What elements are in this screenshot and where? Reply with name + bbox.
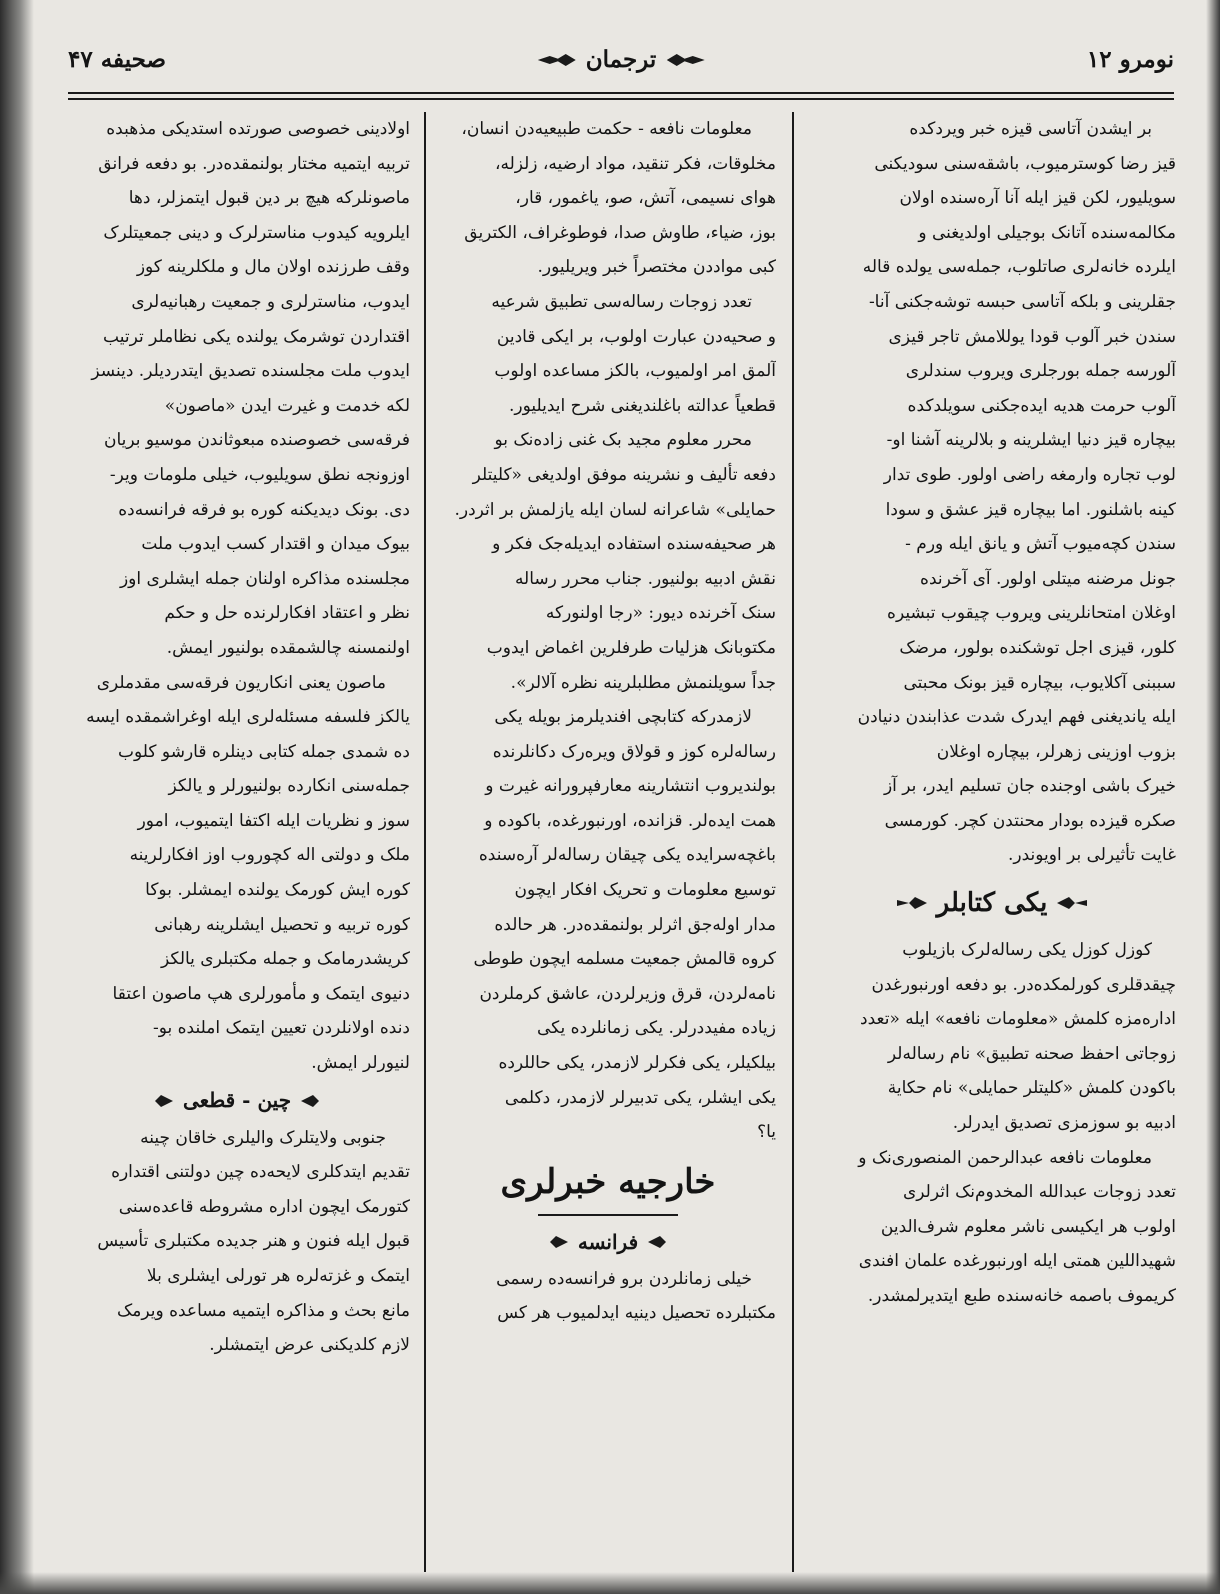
text-line: کریموف باصمه خانه‌سنده طبع ایتدیرلمشدر. — [867, 1286, 1176, 1306]
text-line: جنوبی ولایتلرک والیلری خاقان چینه — [140, 1127, 386, 1148]
text-line: اولوب هر ایکیسی ناشر معلوم شرف‌الدین — [880, 1216, 1176, 1237]
column-middle — [440, 112, 776, 1572]
text-line: اولنمسنه چالشمقده بولنیور ایمش. — [166, 637, 410, 658]
ornament-icon — [143, 1094, 173, 1108]
text-line: یا؟ — [757, 1122, 776, 1143]
text-line: سندن کچه‌میوب آتش و یانق ایله ورم - — [905, 534, 1176, 555]
text-line: لوب تجاره وارمغه راضی اولور. طوی تدار — [883, 464, 1176, 485]
text-line: سندن خبر آلوب قودا یوللامش تاجر قیزی — [888, 326, 1176, 347]
text-line: تعدد زوجات عبدالله المخدوم‌نک اثرلری — [902, 1182, 1176, 1203]
text-line: خیرک باشی اوجنده جان تسلیم ایدر، بر آز — [883, 776, 1176, 797]
text-line: و صحیه‌دن عبارت اولوب، بر ایکی قادین — [496, 326, 776, 347]
section-heading-text: یکی کتابلر — [936, 887, 1048, 918]
text-line: توسیع معلومات و تحریک افکار ایچون — [514, 880, 776, 901]
article-text — [64, 1121, 410, 1363]
text-line: مخلوقات، فکر تنقید، مواد ارضیه، زلزله، — [494, 153, 776, 174]
text-line: معلومات نافعه - حکمت طبیعیه‌دن انسان، — [461, 119, 752, 139]
text-line: تربیه ایتمیه مختار بولنمقده‌در. بو دفعه فرانق — [98, 153, 410, 174]
text-line: ایدوب ملت مجلسنده تصدیق ایتدردیلر. دینسز — [91, 361, 410, 382]
column-right — [808, 112, 1176, 1572]
text-line: جقلرینی و بلکه آتاسی حبسه توشه‌جکنی آنا- — [868, 291, 1176, 312]
text-line: دنیوی ایتمک و مأمورلری هپ ماصون اعتقا — [112, 983, 410, 1004]
text-line: لازمدرکه کتابچی افندیلرمز بویله یکی — [494, 707, 752, 728]
ornament-icon — [897, 896, 927, 910]
article-text — [64, 112, 410, 1081]
text-line: کریشدرمامک و جمله مکتبلری یالکز — [161, 949, 410, 970]
text-line: آلمق امر اولمیوب، بالکز مساعده اولوب — [494, 361, 776, 382]
text-line: اداره‌مزه کلمش «معلومات نافعه» ایله «تعدد — [860, 1009, 1176, 1030]
text-line: حمایلی» شاعرانه لسان ایله یازلمش بر اثردر. — [454, 499, 776, 520]
issue-number: نومرو ۱۲ — [1086, 46, 1174, 73]
text-line: تقدیم ایتدکلری لایحه‌ده چین دولتنی اقتداره — [111, 1162, 410, 1183]
section-heading-new-books — [808, 873, 1176, 933]
text-line: یکی ایشلر، یکی تدبیرلر لازمدر، دکلمی — [504, 1087, 776, 1108]
text-line: ایله یاندیغنی فهم ایدرک شدت عذابندن دنیادن — [857, 707, 1176, 728]
text-line: وقف طرزنده اولان مال و ملکلرینه کوز — [136, 257, 410, 278]
text-line: باکودن کلمش «کلیتلر حمایلی» نام حکایة — [887, 1078, 1176, 1099]
text-line: بیچاره قیز دنیا ایشلرینه و بلالرینه آشنا او- — [886, 430, 1176, 451]
text-line: همت ایده‌لر. قزانده، اورنبورغده، باکوده و — [484, 810, 776, 831]
subheading-france — [440, 1222, 776, 1262]
text-line: صکره قیزده بودار محنتدن کچر. کورمسی — [884, 810, 1176, 831]
text-line: بولندیروب انتشارینه معارفپرورانه غیرت و — [485, 776, 776, 797]
column-divider — [424, 112, 426, 1572]
text-line: اوغلان امتحانلرینی ویروب چیقوب تبشیره — [887, 603, 1176, 624]
text-line: جمله‌سنی انکارده بولنیورلر و یالکز — [168, 776, 410, 797]
text-line: ده شمدی جمله کتابی دینلره قارشو کلوب — [118, 741, 410, 762]
text-line: قطعیاً عدالته باغلندیغنی شرح ایدیلیور. — [509, 395, 776, 416]
page-header — [68, 44, 1174, 86]
text-line: ایدوب، مناسترلری و جمعیت رهبانیه‌لری — [131, 291, 410, 312]
page-edge-shadow-right — [1206, 0, 1220, 1594]
text-line: آلورسه جمله بورجلری ویروب سندلری — [905, 361, 1176, 382]
text-line: زیاده مفیددرلر. یکی زمانلرده یکی — [536, 1018, 776, 1039]
text-line: دی. بونک دیدیکنه کوره بو فرقه فرانسه‌ده — [118, 499, 410, 520]
text-line: سنک آخرنده دیور: «رجا اولنورکه — [545, 603, 776, 624]
masthead-title: ترجمان — [585, 46, 657, 73]
text-line: مکتوبانک هزلیات طرفلرین اغماض ایدوب — [486, 637, 776, 658]
text-line: قبول ایله فنون و هنر جدیده مکتبلری تأسیس — [97, 1231, 410, 1252]
text-line: کتورمک ایچون اداره مشروطه قاعده‌سنی — [118, 1196, 410, 1217]
text-line: اوزونجه نطق سویلیوب، خیلی ملومات ویر- — [109, 464, 410, 485]
article-text — [440, 1262, 776, 1331]
ornament-icon — [666, 53, 704, 67]
ornament-icon — [648, 1235, 678, 1249]
text-line: لکه خدمت و غیرت ایدن «ماصون» — [164, 395, 410, 416]
text-line: نقش ادبیه بولنیور. جناب محرر رساله — [514, 568, 776, 589]
section-heading-text: خارجیه خبرلری — [500, 1161, 716, 1202]
text-line: کوره ایش کورمک یولنده ایمشلر. بوکا — [145, 880, 410, 901]
text-line: معلومات نافعه عبدالرحمن المنصوری‌نک و — [858, 1147, 1152, 1168]
text-line: بیلکیلر، یکی فکرلر لازمدر، یکی حاللرده — [498, 1053, 776, 1074]
text-line: خیلی زمانلردن برو فرانسه‌ده رسمی — [496, 1268, 752, 1289]
text-line: قیز رضا کوسترمیوب، باشقه‌سنی سودیکنی — [874, 153, 1176, 174]
ornament-icon — [301, 1094, 331, 1108]
text-line: کلور، قیزی اجل توشکنده بولور، مرضک — [899, 637, 1176, 658]
text-line: ماصون یعنی انکاریون فرقه‌سی مقدملری — [96, 672, 386, 693]
text-line: بر ایشدن آتاسی قیزه خبر ویردکده — [909, 119, 1152, 139]
section-heading-text: چین - قطعی — [182, 1088, 292, 1113]
text-line: غایت تأثیرلی بر اویوندر. — [1007, 845, 1176, 866]
text-line: هوای نسیمی، آتش، صو، یاغمور، قار، — [515, 188, 776, 209]
text-line: کوره تربیه و تحصیل ایشلرینه رهبانی — [154, 914, 410, 935]
masthead-title-group — [538, 46, 705, 73]
text-line: تعدد زوجات رساله‌سی تطبیق شرعیه — [491, 291, 752, 312]
text-line: اقتداردن توشرمک یولنده یکی نظاملر ترتیب — [103, 326, 410, 347]
article-text — [808, 112, 1176, 873]
text-line: لنیورلر ایمش. — [311, 1053, 410, 1074]
text-line: مدار اوله‌جق اثرلر بولنمقده‌در. هر حالده — [494, 914, 776, 935]
text-line: ایلرده خانه‌لری صاتلوب، جمله‌سی یولده قاله — [862, 257, 1176, 278]
text-line: بزوب اوزینی زهرلر، بیچاره اوغلان — [936, 741, 1176, 762]
text-line: مکالمه‌سنده آتانک بوجیلی اولدیغنی و — [918, 222, 1176, 243]
text-line: سببنی آکلایوب، بیچاره قیز بونک محبتی — [903, 672, 1176, 693]
text-line: نظر و اعتقاد افکارلرنده حل و حکم — [164, 603, 410, 624]
text-line: مانع بحث و مذاکره ایتمیه مساعده ویرمک — [117, 1300, 410, 1321]
article-text — [440, 112, 776, 1150]
text-line: زوجاتی احفظ صحنه تطبیق» نام رساله‌لر — [887, 1043, 1176, 1064]
text-line: شهیداللین همتی ایله اورنبورغده علمان افندی — [858, 1251, 1176, 1272]
text-line: ماصونلرکه هیچ بر دین قبول ایتمزلر، دها — [128, 188, 410, 209]
text-line: کوزل کوزل یکی رساله‌لرک بازیلوب — [902, 940, 1152, 961]
text-line: مکتبلرده تحصیل دینیه ایدلمیوب هر کس — [497, 1303, 776, 1324]
text-line: اولادینی خصوصی صورتده استدیکی مذهبده — [106, 119, 410, 139]
text-line: دفعه تألیف و نشرینه موفق اولدیغی «کلیتلر — [472, 464, 776, 485]
header-rule-bottom — [68, 98, 1174, 100]
ornament-icon — [1057, 896, 1087, 910]
text-line: لازم کلدیکنی عرض ایتمشلر. — [209, 1335, 410, 1356]
heading-underline — [538, 1214, 678, 1222]
section-heading-china — [64, 1081, 410, 1121]
subheading-text: فرانسه — [577, 1229, 639, 1254]
text-line: نامه‌لردن، قرق وزیرلردن، عاشق کرملردن — [479, 983, 776, 1004]
text-line: بیوک میدان و اقتدار کسب ایدوب ملت — [141, 534, 410, 555]
text-line: یالکز فلسفه مسئله‌لری ایله اوغراشمقده ایسه — [86, 707, 410, 728]
text-line: کبی مواددن مختصراً خبر ویریلیور. — [537, 257, 776, 278]
text-line: رساله‌لره کوز و قولاق ویره‌رک دکانلرنده — [492, 741, 776, 762]
text-line: هر صحیفه‌سنده استفاده ایدیله‌جک فکر و — [492, 534, 776, 555]
text-line: باغچه‌سرایده یکی چیقان رساله‌لر آره‌سنده — [478, 845, 776, 866]
text-line: جداً سویلنمش مطلبلرینه نظره آلالر». — [510, 672, 776, 693]
ornament-icon — [538, 53, 576, 67]
text-line: چیقدقلری کورلمکده‌در. بو دفعه اورنبورغدن — [871, 974, 1176, 995]
page-edge-shadow-left — [0, 0, 34, 1594]
page-edge-shadow-bottom — [0, 1572, 1220, 1594]
text-line: ایتمک و غزته‌لره هر تورلی ایشلری بلا — [146, 1266, 410, 1286]
text-line: سوز و نظریات ایله اکتفا ایتمیوب، امور — [137, 810, 410, 831]
header-rule-top — [68, 92, 1174, 94]
text-line: جونل مرضنه میتلی اولور. آی آخرنده — [920, 568, 1176, 589]
page-number-label: صحیفه ۴۷ — [68, 46, 167, 73]
section-heading-foreign-news — [440, 1150, 776, 1214]
text-line: ملک و دولتی اله کچوروب اوز افکارلرینه — [129, 845, 410, 866]
text-line: ایلرویه کیدوب مناسترلرک و دینی جمعیتلرک — [103, 222, 410, 243]
text-line: محرر معلوم مجید بک غنی زاده‌نک بو — [494, 430, 752, 451]
text-line: مجلسنده مذاکره اولنان جمله ایشلری اوز — [119, 568, 410, 589]
ornament-icon — [538, 1235, 568, 1249]
text-line: بوز، ضیاء، طاوش صدا، فوطوغراف، الکتریق — [464, 222, 776, 243]
article-text — [808, 933, 1176, 1314]
text-line: ادبیه بو سوزمزی تصدیق ایدرلر. — [952, 1113, 1176, 1134]
text-line: سویلیور، لکن قیز ایله آنا آره‌سنده اولان — [899, 188, 1176, 209]
text-line: کینه باشلنور. اما بیچاره قیز عشق و سودا — [885, 499, 1176, 520]
text-line: کروه قالمش جمعیت مسلمه ایچون طوطی — [473, 949, 776, 970]
text-line: آلوب حرمت هدیه ایده‌جکنی سویلدکده — [907, 395, 1176, 416]
text-line: دنده اولانلردن تعیین ایتمک املنده بو- — [152, 1018, 410, 1039]
column-left — [64, 112, 410, 1572]
column-divider — [792, 112, 794, 1572]
text-line: فرقه‌سی خصوصنده مبعوثاندن موسیو بریان — [103, 430, 410, 451]
